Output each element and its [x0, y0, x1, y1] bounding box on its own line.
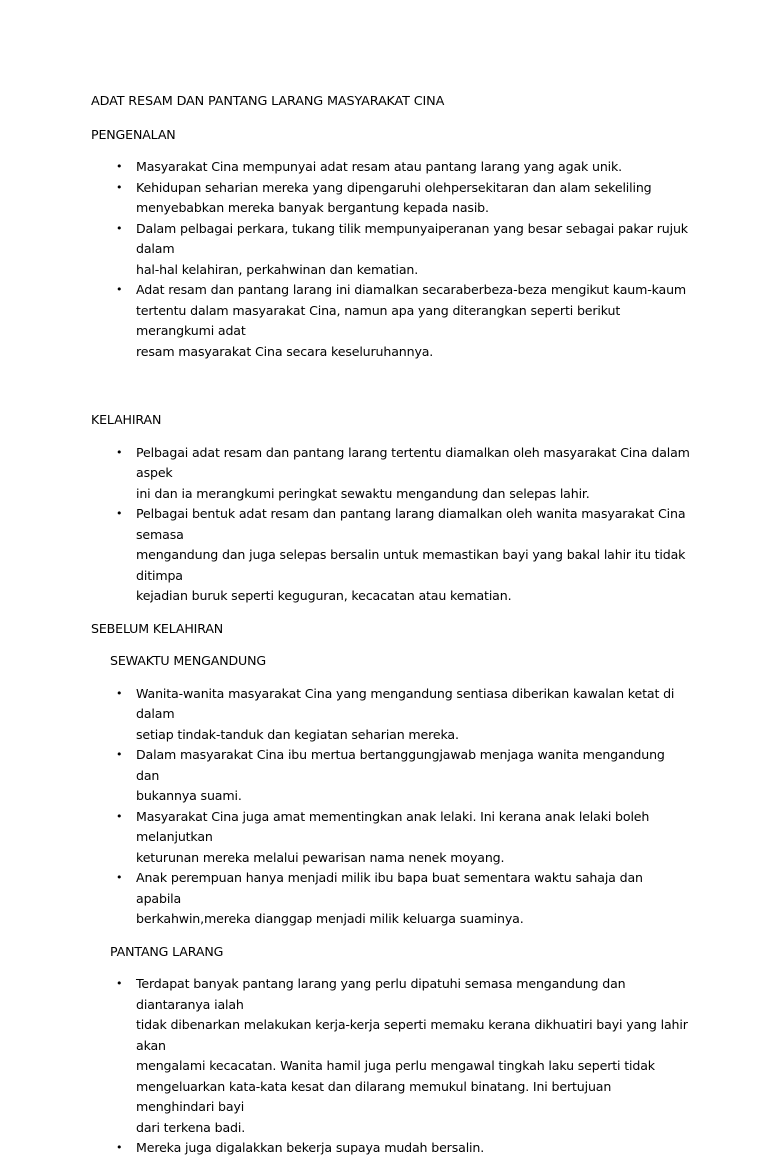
list-item	[91, 684, 691, 746]
list-item-text: Dalam masyarakat Cina ibu mertua bertanggungjawab menjaga wanita mengandung dan bukannya suami.	[136, 747, 665, 803]
list-item	[91, 807, 691, 869]
spacer	[91, 362, 691, 410]
bullet-icon: •	[116, 160, 123, 173]
list-item-text: Adat resam dan pantang larang ini diamalkan secaraberbeza-beza mengikut kaum-kaum tertentu dalam masyarakat Cina, namun apa yang diterangkan seperti berikut merangkumi adat resam masyarakat Cina secara keseluruhannya.	[136, 282, 687, 359]
list-item	[91, 178, 691, 219]
list-item	[91, 280, 691, 362]
list-item	[91, 157, 691, 178]
list-item	[91, 504, 691, 607]
list-item-text: Anak perempuan hanya menjadi milik ibu bapa buat sementara waktu sahaja dan apabila berkahwin,mereka dianggap menjadi milik keluarga suaminya.	[136, 870, 643, 926]
section-heading-pengenalan: PENGENALAN	[91, 126, 176, 142]
list-item	[91, 745, 691, 807]
list-item-text: Wanita-wanita masyarakat Cina yang mengandung sentiasa diberikan kawalan ketat di dalam setiap tindak-tanduk dan kegiatan seharian mereka.	[136, 685, 675, 742]
document-body	[91, 92, 691, 1159]
spacer	[91, 607, 691, 619]
list-item-text: Kehidupan seharian mereka yang dipengaruhi olehpersekitaran dan alam sekeliling menyebabkan mereka banyak bergantung kepada nasib.	[136, 179, 652, 215]
bullet-list-sewaktu-mengandung	[91, 684, 691, 930]
subsection-heading-sewaktu-mengandung: SEWAKTU MENGANDUNG	[110, 653, 266, 668]
bullet-icon: •	[116, 283, 123, 296]
bullet-icon: •	[116, 507, 123, 520]
bullet-list-kelahiran	[91, 443, 691, 607]
list-item-text: Terdapat banyak pantang larang yang perlu dipatuhi semasa mengandung dan diantaranya ialah tidak dibenarkan melakukan kerja-kerja seperti memaku kerana dikhuatiri bayi yang lahir akan mengalami kecacatan. Wanita hamil juga perlu mengawal tingkah laku seperti tidak mengeluarkan kata-kata kesat dan dilarang memukul binatang. Ini bertujuan menghindari bayi dari terkena badi.	[136, 976, 688, 1135]
bullet-icon: •	[116, 809, 123, 823]
bullet-icon: •	[116, 1141, 123, 1154]
section-heading-sebelum-kelahiran: SEBELUM KELAHIRAN	[91, 620, 224, 636]
bullet-icon: •	[116, 748, 123, 761]
list-item	[91, 1138, 691, 1159]
bullet-list-pengenalan	[91, 157, 691, 362]
bullet-list-pantang-larang	[91, 974, 691, 1159]
list-item-text: Mereka juga digalakkan bekerja supaya mudah bersalin.	[136, 1140, 485, 1155]
list-item-text: Pelbagai adat resam dan pantang larang tertentu diamalkan oleh masyarakat Cina dalam aspek ini dan ia merangkumi peringkat sewaktu mengandung dan selepas lahir.	[136, 444, 690, 501]
bullet-icon: •	[116, 180, 123, 194]
section-heading-kelahiran: KELAHIRAN	[91, 412, 162, 427]
bullet-icon: •	[116, 686, 123, 700]
bullet-icon: •	[116, 977, 123, 990]
bullet-icon: •	[116, 445, 123, 459]
bullet-icon: •	[116, 871, 123, 884]
spacer	[91, 930, 691, 942]
list-item-text: Masyarakat Cina mempunyai adat resam atau pantang larang yang agak unik.	[136, 159, 623, 174]
list-item	[91, 219, 691, 281]
bullet-icon: •	[116, 221, 123, 235]
list-item-text: Pelbagai bentuk adat resam dan pantang larang diamalkan oleh wanita masyarakat Cina semasa mengandung dan juga selepas bersalin untuk memastikan bayi yang bakal lahir itu tidak ditimpa kejadian buruk seperti keguguran, kecacatan atau kematian.	[136, 506, 686, 603]
list-item	[91, 974, 691, 1138]
list-item-text: Dalam pelbagai perkara, tukang tilik mempunyaiperanan yang besar sebagai pakar rujuk dalam hal-hal kelahiran, perkahwinan dan kematian.	[136, 220, 688, 277]
list-item-text: Masyarakat Cina juga amat mementingkan anak lelaki. Ini kerana anak lelaki boleh melanjutkan keturunan mereka melalui pewarisan nama nenek moyang.	[136, 808, 650, 865]
document-title: ADAT RESAM DAN PANTANG LARANG MASYARAKAT CINA	[91, 94, 445, 109]
list-item	[91, 868, 691, 930]
subsection-heading-pantang-larang: PANTANG LARANG	[110, 943, 224, 959]
list-item	[91, 443, 691, 505]
